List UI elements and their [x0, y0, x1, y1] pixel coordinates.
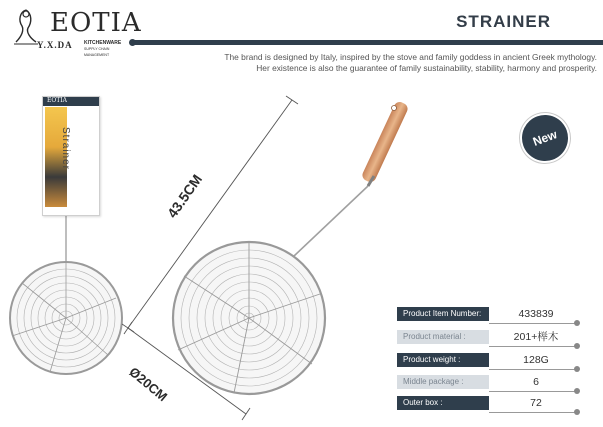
- spec-label: Middle package :: [397, 375, 489, 389]
- tagline-small: SUPPLY CHAIN MANAGEMENT: [84, 47, 110, 57]
- spec-underline-dot: [574, 409, 580, 415]
- package-product-name: Strainer: [60, 127, 71, 171]
- package-logo: EOTIA: [47, 97, 68, 104]
- diameter-label: Ø20CM: [126, 364, 171, 405]
- spec-row-middle-package: [397, 375, 587, 389]
- spec-value: 128G: [523, 354, 549, 366]
- spec-underline: [489, 346, 577, 347]
- spec-underline: [489, 323, 577, 324]
- spec-value: 6: [533, 376, 539, 388]
- logo-subtext: Y.X.DA: [37, 40, 73, 50]
- description-line-2: Her existence is also the guarantee of family sustainability, stability, harmony and prosperity.: [256, 63, 597, 73]
- spec-row-outer-box: [397, 396, 587, 410]
- logo-wordmark: EOTIA: [50, 8, 142, 38]
- spec-underline: [489, 369, 577, 370]
- package-card: [42, 96, 100, 216]
- spec-row-weight: [397, 353, 587, 367]
- page-title: STRAINER: [456, 12, 551, 31]
- spec-value: 201+榉木: [513, 331, 559, 343]
- spec-row-material: [397, 330, 587, 344]
- length-label: 43.5CM: [163, 171, 206, 221]
- spec-underline: [489, 412, 577, 413]
- spec-label: Product Item Number:: [397, 307, 489, 321]
- spec-label: Product material :: [397, 330, 489, 344]
- tagline-main: KITCHENWARE: [84, 40, 122, 46]
- spec-label: Outer box :: [397, 396, 489, 410]
- spec-underline-dot: [574, 366, 580, 372]
- spec-underline-dot: [574, 320, 580, 326]
- spec-value: 72: [530, 397, 542, 409]
- spec-underline: [489, 391, 577, 392]
- description-line-1: The brand is designed by Italy, inspired by the stove and family goddess in ancient Greek mythology.: [224, 52, 597, 62]
- spec-label: Product weight :: [397, 353, 489, 367]
- small-strainer: [10, 214, 122, 374]
- spec-underline-dot: [574, 388, 580, 394]
- spec-value: 433839: [518, 308, 554, 320]
- large-strainer: [173, 100, 410, 394]
- spec-underline-dot: [574, 343, 580, 349]
- spec-row-item-number: [397, 307, 587, 321]
- new-badge: New: [516, 109, 575, 168]
